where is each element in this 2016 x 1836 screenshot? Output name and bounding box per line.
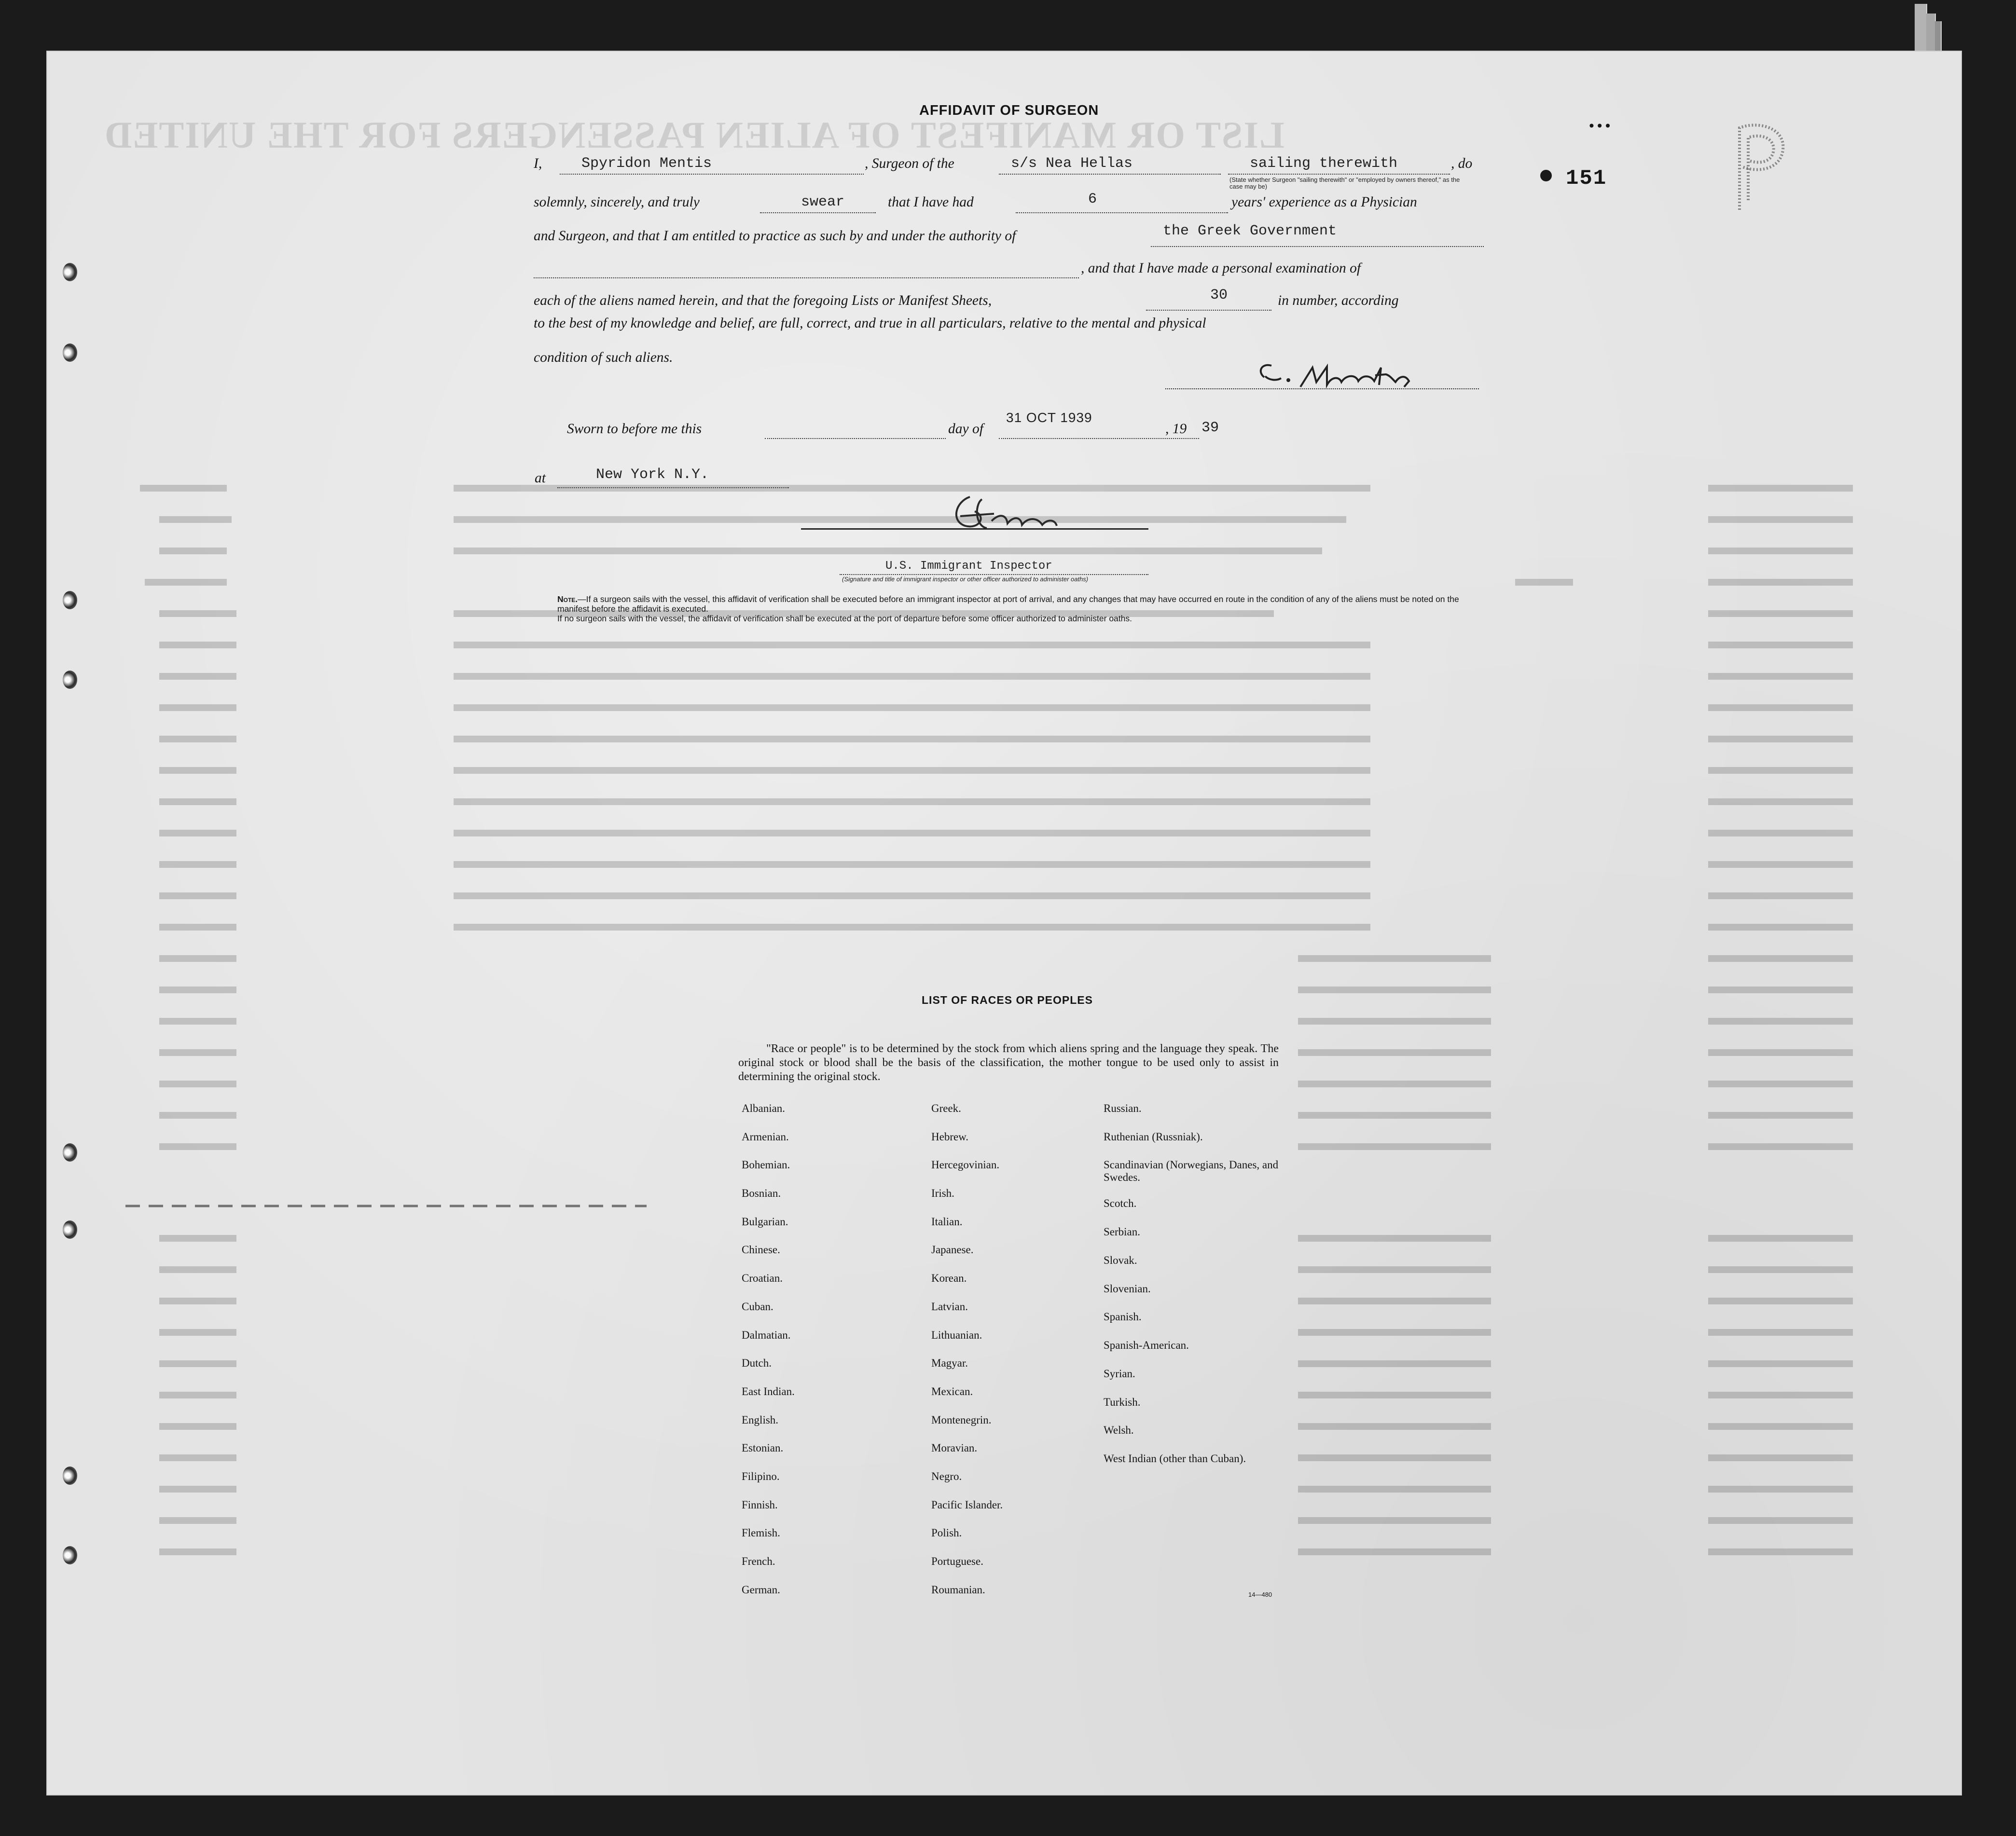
race-item: Hercegovinian. [931,1159,1000,1171]
sworn-prefix: Sworn to before me this [567,421,702,437]
punch-hole-icon [63,263,77,281]
race-item: Magyar. [931,1357,968,1370]
races-column-3 [1104,1102,1306,1481]
affidavit-line-6: to the best of my knowledge and belief, are full, correct, and true in all particulars, relative to the mental and physical [534,315,1206,331]
race-item: Russian. [1104,1102,1142,1114]
races-title: LIST OF RACES OR PEOPLES [922,994,1093,1006]
officer-signature-rule [801,528,1148,530]
officer-title-field: U.S. Immigrant Inspector [885,560,1052,573]
race-item: Slovak. [1104,1254,1137,1267]
race-item: Greek. [931,1102,961,1114]
race-item: Finnish. [742,1498,778,1511]
bleed-through-header: LIST OR MANIFEST OF ALIEN PASSENGERS FOR THE UNITED [104,114,1284,156]
race-item: Scotch. [1104,1197,1137,1210]
affidavit-line-7: condition of such aliens. [534,350,673,365]
punch-hole-icon [63,1546,77,1564]
race-item: Pacific Islander. [931,1498,1003,1511]
race-item: Latvian. [931,1300,968,1313]
note-text-2: If no surgeon sails with the vessel, the affidavit of verification shall be executed at the port of departure before some officer authorized to administer oaths. [557,614,1132,623]
race-item: Portuguese. [931,1555,983,1567]
place-field: New York N.Y. [596,466,709,483]
note-lead: Note. [557,594,578,604]
punch-hole-icon [63,1143,77,1162]
year-prefix: , 19 [1165,421,1187,437]
race-item: Bosnian. [742,1187,781,1200]
corner-mark: ••• [1588,120,1612,135]
race-item: Syrian. [1104,1367,1135,1380]
bullet-icon [1540,170,1552,181]
race-item: Korean. [931,1272,967,1285]
years-field: 6 [1088,191,1097,207]
surgeon-name-field: Spyridon Mentis [581,155,712,172]
race-item: Bulgarian. [742,1215,788,1228]
affidavit-line-5-prefix: each of the aliens named herein, and that the foregoing Lists or Manifest Sheets, [534,293,992,308]
race-item: Hebrew. [931,1130,969,1143]
race-item: Polish. [931,1527,962,1539]
punch-hole-icon [63,1220,77,1239]
dotted-rule [557,487,789,488]
race-item: Flemish. [742,1527,780,1539]
stamp-icon [1725,118,1793,215]
race-item: Lithuanian. [931,1329,982,1341]
race-item: Roumanian. [931,1583,985,1596]
race-item: German. [742,1583,780,1596]
dotted-rule [765,438,946,439]
race-item: Cuban. [742,1300,773,1313]
races-column-2 [931,1102,1003,1612]
punch-hole-icon [63,1466,77,1485]
race-item: Irish. [931,1187,954,1200]
race-item: West Indian (other than Cuban). [1104,1452,1246,1465]
dotted-rule [840,574,1148,575]
punch-hole-icon [63,671,77,689]
affidavit-line-4: , and that I have made a personal examination of [1081,260,1361,276]
signature-icon [941,487,1095,540]
sailing-status-field: sailing therewith [1250,155,1398,172]
race-item: Croatian. [742,1272,783,1285]
race-item: Dalmatian. [742,1329,791,1341]
race-item: Armenian. [742,1130,789,1143]
signature-icon [1255,357,1448,393]
race-item: Albanian. [742,1102,786,1114]
race-item: English. [742,1413,779,1426]
race-item: Italian. [931,1215,963,1228]
race-item: Chinese. [742,1244,780,1256]
at-label: at [535,470,546,486]
dotted-rule [1146,310,1271,311]
day-of-label: day of [948,421,983,437]
verification-note [557,594,1474,623]
affidavit-line-2-suffix: years' experience as a Physician [1231,194,1417,210]
line1-suffix: , do [1451,156,1473,171]
affidavit-line-5-suffix: in number, according [1278,293,1399,308]
form-code: 14—480 [1248,1591,1272,1598]
stamp-icon: 31 OCT 1939 [1006,410,1092,425]
race-item: Serbian. [1104,1226,1141,1238]
officer-caption: (Signature and title of immigrant inspector or other officer authorized to administer oaths) [842,575,1089,583]
page-number: 151 [1566,166,1607,191]
dotted-rule [1016,212,1228,213]
dotted-rule [534,277,1079,278]
race-item: Turkish. [1104,1396,1141,1408]
race-item: Mexican. [931,1385,973,1398]
race-item: Scandinavian (Norwegians, Danes, and Swedes. [1104,1159,1279,1184]
vessel-name-field: s/s Nea Hellas [1011,155,1133,172]
race-item: Filipino. [742,1470,780,1482]
affidavit-line-3-prefix: and Surgeon, and that I am entitled to practice as such by and under the authority of [534,228,1016,244]
affidavit-title: AFFIDAVIT OF SURGEON [919,103,1099,118]
affidavit-line-2-mid: that I have had [888,194,974,210]
race-item: Japanese. [931,1244,974,1256]
punch-hole-icon [63,591,77,609]
authority-field: the Greek Government [1163,223,1337,239]
race-item: Negro. [931,1470,962,1482]
prefix-text: I, [534,156,542,171]
race-item: Welsh. [1104,1424,1134,1437]
dotted-rule [1151,246,1484,247]
race-item: Ruthenian (Russniak). [1104,1130,1203,1143]
sailing-status-note: (State whether Surgeon "sailing therewith" or "employed by owners thereof," as the case may be) [1229,176,1460,190]
punch-hole-icon [63,343,77,362]
race-item: Spanish. [1104,1311,1142,1323]
race-item: East Indian. [742,1385,795,1398]
race-item: Bohemian. [742,1159,790,1171]
races-column-1 [742,1102,795,1612]
race-item: Estonian. [742,1442,784,1454]
race-item: Moravian. [931,1442,978,1454]
race-item: French. [742,1555,775,1567]
sheet-count-field: 30 [1210,287,1228,303]
affidavit-line-2-prefix: solemnly, sincerely, and truly [534,194,700,210]
surgeon-of-text: , Surgeon of the [865,156,954,171]
race-item: Spanish-American. [1104,1339,1189,1352]
race-item: Dutch. [742,1357,772,1370]
race-item: Slovenian. [1104,1282,1151,1295]
oath-field: swear [801,194,845,210]
note-text-1: —If a surgeon sails with the vessel, this affidavit of verification shall be executed before an immigrant inspector at port of arrival, and any changes that may have occurred en route in the condition of any of the aliens must be noted on the manifest before the affidavit is executed. [557,594,1459,614]
affidavit-line-1 [534,156,542,175]
year-field: 39 [1201,420,1219,436]
races-intro: "Race or people" is to be determined by the stock from which aliens spring and the language they speak. The original stock or blood shall be the basis of the classification, the mother tongue to be used only to assist in determining the original stock. [738,1042,1279,1083]
race-item: Montenegrin. [931,1413,992,1426]
